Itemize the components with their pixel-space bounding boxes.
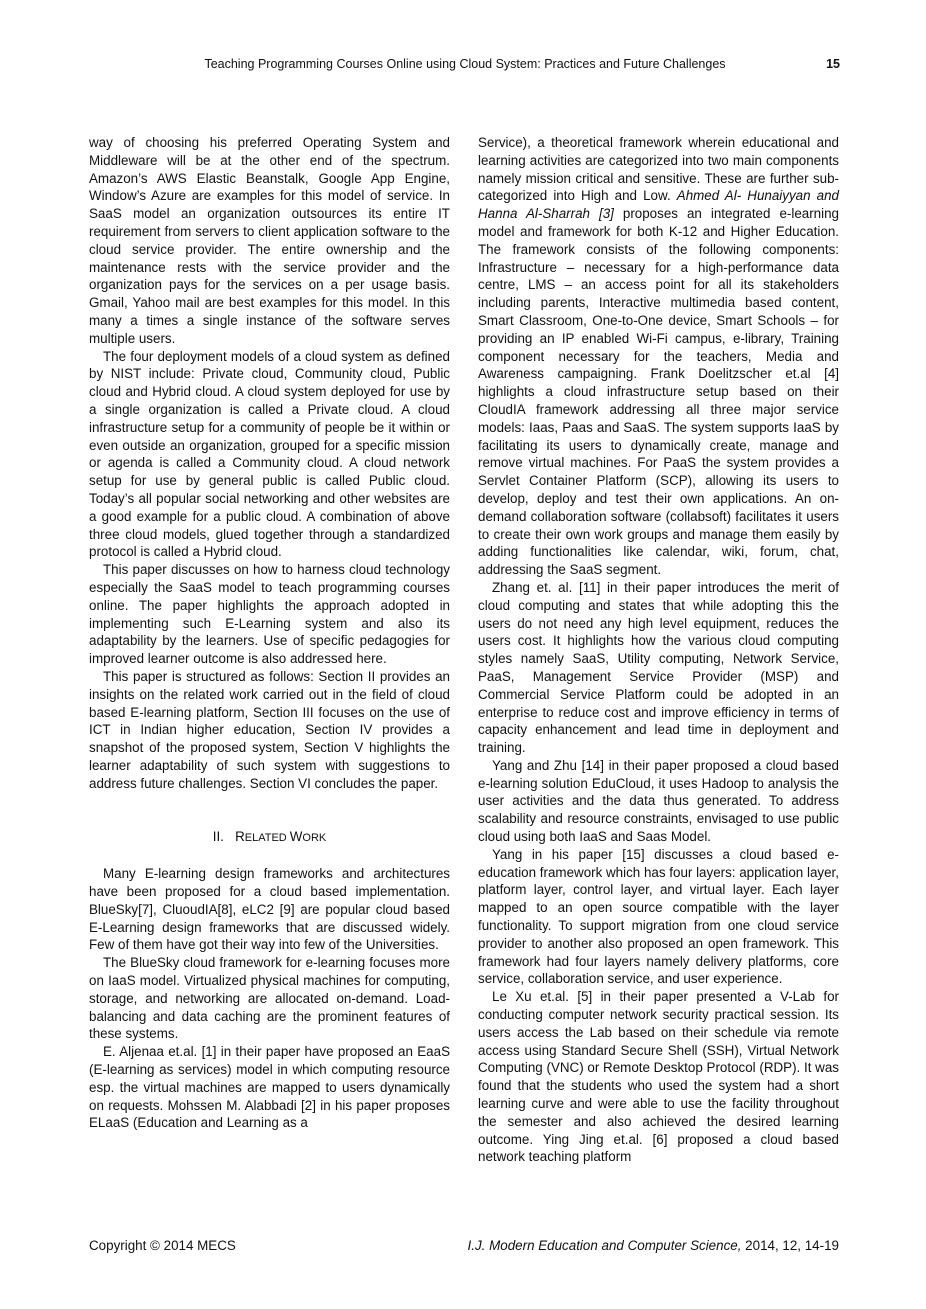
paragraph: Le Xu et.al. [5] in their paper presented a V-Lab for conducting computer network security practical session. Its users access the Lab based on their schedule via remote access using Standard Secure Shell (SSH), Virtual Network Computing (VNC) or Remote Desktop Protocol (RDP). It was found that the students who used the system had a short learning curve and were able to use the facility throughout the semester and also achieved the desired learning outcome. Ying Jing et.al. [6] proposed a cloud based network teaching platform — [478, 989, 839, 1165]
paragraph: The BlueSky cloud framework for e-learning focuses more on IaaS model. Virtualized physical machines for computing, storage, and networking are allocated on-demand. Load-balancing and data caching are the prominent features of these systems. — [89, 955, 450, 1042]
paragraph-text: Service), a theoretical framework wherein educational and learning activities are categorized into two main components namely mission critical and sensitive. These are further sub-categorized into High and Low. — [478, 135, 839, 204]
paragraph: Many E-learning design frameworks and architectures have been proposed for a cloud based implementation. BlueSky[7], CluoudIA[8], eLC2 [9] are popular cloud based E-Learning design frameworks that are discussed widely. Few of them have got their way into few of the Universities. — [89, 866, 450, 953]
journal-name: I.J. Modern Education and Computer Science, — [467, 1238, 742, 1253]
paragraph-text: proposes an integrated e-learning model and framework for both K-12 and Higher Education. The framework consists of the following components: Infrastructure – necessary for a high-performance data centre, LMS – an access point for all its stakeholders including parents, Interactive multimedia based content, Smart Classroom, One-to-One device, Smart Schools – for providing an IP enabled Wi-Fi campus, e-library, Training component necessary for the teachers, Media and Awareness campaigning. Frank Doelitzscher et.al [4] highlights a cloud infrastructure setup based on their CloudIA framework addressing all three major service models: Iaas, Paas and SaaS. The system supports IaaS by facilitating its users to dynamically create, manage and remove virtual machines. For PaaS the system provides a Servlet Container Platform (SCP), allowing its users to develop, deploy and test their own applications. An on-demand collaboration software (collabsoft) facilitates it users to create their own work groups and manage them easily by adding functionalities like calendar, wiki, forum, chat, addressing the SaaS segment. — [478, 206, 839, 578]
section-number: II. — [212, 829, 224, 845]
right-column — [478, 134, 839, 1166]
paragraph: Yang in his paper [15] discusses a cloud based e-education framework which has four layers: application layer, platform layer, control layer, and virtual layer. Each layer mapped to an open source compatible with the layer functionality. To support migration from one cloud service provider to another also proposed an open framework. This framework had four layers namely delivery platforms, core service, collaboration service, and user experience. — [478, 846, 839, 987]
left-column — [89, 134, 450, 1132]
running-title: Teaching Programming Courses Online using Cloud System: Practices and Future Challenges — [204, 57, 726, 71]
paragraph: Yang and Zhu [14] in their paper proposed a cloud based e-learning solution EduCloud, it uses Hadoop to analysis the user activities and the data thus generated. To address scalability and resource constraints, envisaged to use public cloud using both IaaS and Saas Model. — [478, 757, 839, 845]
paragraph: This paper discusses on how to harness cloud technology especially the SaaS model to teach programming courses online. The paper highlights the approach adopted in implementing such E-Learning system and also its adaptability by the learners. Use of specific pedagogies for improved learner outcome is also addressed here. — [89, 562, 450, 667]
journal-volume: 2014, 12, 14-19 — [741, 1238, 839, 1253]
section-title-smallcaps-2: ORK — [302, 832, 327, 845]
journal-citation — [468, 1238, 839, 1253]
paragraph: This paper is structured as follows: Section II provides an insights on the related work carried out in the field of cloud based E-learning platform, Section III focuses on the use of ICT in Indian higher education, Section IV provides a snapshot of the proposed system, Section V highlights the learner adaptability of such system with suggestions to address future challenges. Section VI concludes the paper. — [89, 668, 450, 791]
copyright: Copyright © 2014 MECS — [89, 1238, 236, 1253]
paragraph: Zhang et. al. [11] in their paper introduces the merit of cloud computing and states that while adopting this the users do not need any high level equipment, reduces the users cost. It highlights how the various cloud computing styles namely SaaS, Utility computing, Network Service, PaaS, Management Service Provider (MSP) and Commercial Service Platform could be adopted in an enterprise to reduce cost and improve efficiency in terms of capacity enhancement and lead time in deployment and training. — [478, 579, 839, 756]
section-title-initial: R — [235, 829, 245, 845]
page-footer — [89, 1238, 839, 1256]
paragraph: way of choosing his preferred Operating System and Middleware will be at the other end of the spectrum. Amazon’s AWS Elastic Beanstalk, Google App Engine, Window’s Azure are examples for this model of service. In SaaS model an organization outsources its entire IT requirement from servers to client application software to the cloud service provider. The entire ownership and the maintenance rests with the service provider and the organization pays for the services on a per usage basis. Gmail, Yahoo mail are best examples for this model. In this many a times a single instance of the software serves multiple users. — [89, 135, 450, 346]
paragraph: The four deployment models of a cloud system as defined by NIST include: Private cloud, Community cloud, Public cloud and Hybrid cloud. A cloud system deployed for use by a single organization is called a Private cloud. A cloud infrastructure setup for a community of people be it within or even outside an organization, grouped for a specific mission or agenda is called a Community cloud. A cloud network setup for use by general public is called Public cloud. Today’s all popular social networking and other websites are a good example for a public cloud. A combination of above three cloud models, glued together through a standardized protocol is called a Hybrid cloud. — [89, 348, 450, 560]
section-title-initial-2: W — [289, 829, 303, 845]
section-heading — [89, 828, 450, 848]
author-citation: Ahmed Al- Hunaiyyan and Hanna Al-Sharrah [3] — [478, 188, 839, 222]
page-number: 15 — [826, 57, 840, 71]
page-header — [90, 57, 840, 73]
paragraph: E. Aljenaa et.al. [1] in their paper have proposed an EaaS (E-learning as services) model in which computing resource esp. the virtual machines are mapped to users dynamically on requests. Mohssen M. Alabbadi [2] in his paper proposes ELaaS (Education and Learning as a — [89, 1044, 450, 1131]
section-title-smallcaps: ELATED — [244, 832, 290, 845]
paragraph — [478, 134, 839, 579]
